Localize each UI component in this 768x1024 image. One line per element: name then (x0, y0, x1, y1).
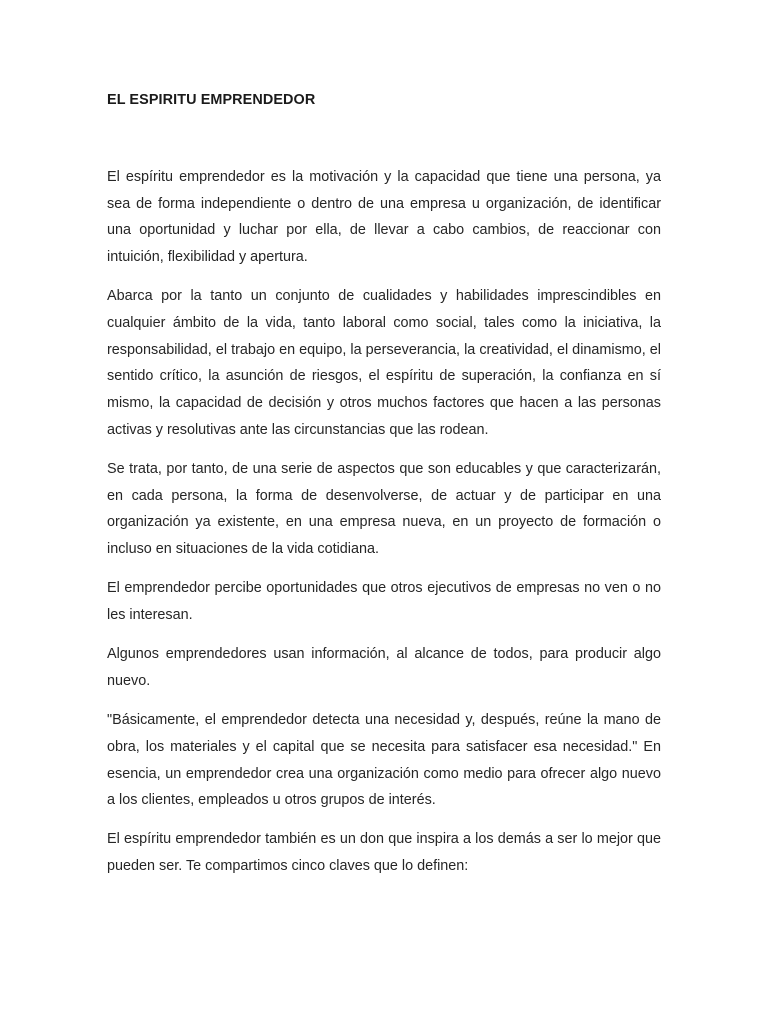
paragraph-qualities: Abarca por la tanto un conjunto de cualidades y habilidades imprescindibles en cualquier ámbito de la vida, tanto laboral como social, tales como la iniciativa, la responsabilidad, el trabajo en equipo, la perseverancia, la creatividad, el dinamismo, el sentido crítico, la asunción de riesgos, el espíritu de superación, la confianza en sí mismo, la capacidad de decisión y otros muchos factores que hacen a las personas activas y resolutivas ante las circunstancias que las rodean. (107, 288, 661, 438)
document-body (107, 164, 661, 892)
paragraph-definition: El espíritu emprendedor es la motivación y la capacidad que tiene una persona, ya sea de forma independiente o dentro de una empresa u organización, de identificar una oportunidad y luchar por ella, de llevar a cabo cambios, de reaccionar con intuición, flexibilidad y apertura. (107, 169, 661, 266)
paragraph-information: Algunos emprendedores usan información, al alcance de todos, para producir algo nuevo. (107, 646, 661, 689)
document-title: EL ESPIRITU EMPRENDEDOR (107, 92, 316, 108)
paragraph-educable-aspects: Se trata, por tanto, de una serie de aspectos que son educables y que caracterizarán, en cada persona, la forma de desenvolverse, de actuar y de participar en una organización ya existente, en una empresa nueva, en un proyecto de formación o incluso en situaciones de la vida cotidiana. (107, 461, 661, 558)
paragraph-quote: "Básicamente, el emprendedor detecta una necesidad y, después, reúne la mano de obra, los materiales y el capital que se necesita para satisfacer esa necesidad." En esencia, un emprendedor crea una organización como medio para ofrecer algo nuevo a los clientes, empleados u otros grupos de interés. (107, 712, 661, 809)
paragraph-keys-intro: El espíritu emprendedor también es un don que inspira a los demás a ser lo mejor que pueden ser. Te compartimos cinco claves que lo definen: (107, 831, 661, 875)
paragraph-opportunities: El emprendedor percibe oportunidades que otros ejecutivos de empresas no ven o no les interesan. (107, 580, 661, 624)
